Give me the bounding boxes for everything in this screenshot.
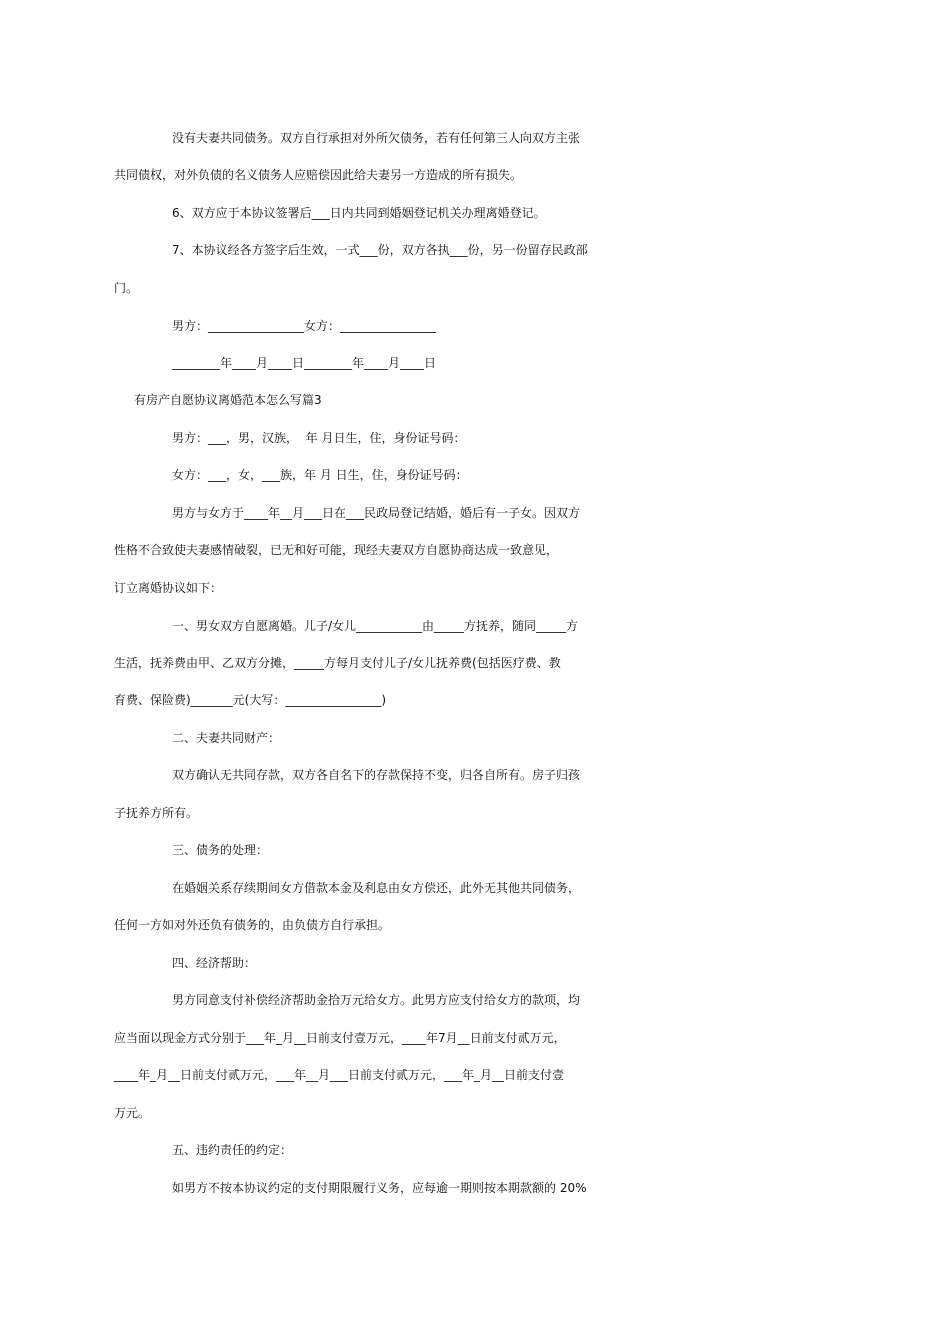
clause-5-heading: 五、违约责任的约定： [172,1143,293,1157]
clause-1: 一、男女双方自愿离婚。儿子/女儿___________由_____方抚养，随同_____方 [172,619,579,633]
date-line: ________年____月____日________年____月____日 [172,356,437,370]
paragraph-line: ____年_月__日前支付贰万元，___年__月___日前支付贰万元，___年_月__日前支付壹 [114,1068,565,1082]
clause-4-heading: 四、经济帮助： [172,956,257,970]
party-male: 男方：___，男，汉族， 年 月日生，住，身份证号码： [172,431,466,445]
clause-2-heading: 二、夫妻共同财产： [172,731,281,745]
paragraph-line: 门。 [114,281,139,295]
paragraph-line: 应当面以现金方式分别于___年_月__日前支付壹万元，____年7月__日前支付贰万元， [114,1031,566,1045]
party-female: 女方：___，女，___族，年 月 日生，住，身份证号码： [172,468,468,482]
section-title: 有房产自愿协议离婚范本怎么写篇3 [134,393,322,407]
paragraph-line: 如男方不按本协议约定的支付期限履行义务，应每逾一期则按本期款额的 20% [172,1181,587,1195]
signature-line: 男方：________________女方：________________ [172,319,437,333]
paragraph-line: 育费、保险费)_______元(大写：________________) [114,693,387,707]
paragraph-line: 性格不合致使夫妻感情破裂，已无和好可能，现经夫妻双方自愿协商达成一致意见， [114,543,559,557]
paragraph-line: 没有夫妻共同债务。双方自行承担对外所欠债务，若有任何第三人向双方主张 [172,131,581,145]
clause-3-heading: 三、债务的处理： [172,843,269,857]
paragraph-line: 男方同意支付补偿经济帮助金拾万元给女方。此男方应支付给女方的款项，均 [172,993,581,1007]
paragraph-line: 双方确认无共同存款，双方各自名下的存款保持不变，归各自所有。房子归孩 [172,768,581,782]
clause-7: 7、本协议经各方签字后生效，一式___份，双方各执___份，另一份留存民政部 [172,243,588,257]
clause-6: 6、双方应于本协议签署后___日内共同到婚姻登记机关办理离婚登记。 [172,206,546,220]
paragraph-line: 共同债权，对外负债的名义债务人应赔偿因此给夫妻另一方造成的所有损失。 [114,168,523,182]
paragraph-line: 任何一方如对外还负有债务的，由负债方自行承担。 [114,918,391,932]
paragraph-line: 男方与女方于____年__月___日在___民政局登记结婚，婚后有一子女。因双方 [172,506,581,520]
paragraph-line: 订立离婚协议如下： [114,581,223,595]
paragraph-line: 万元。 [114,1106,151,1120]
paragraph-line: 子抚养方所有。 [114,806,199,820]
paragraph-line: 在婚姻关系存续期间女方借款本金及利息由女方偿还，此外无其他共同债务， [172,881,581,895]
paragraph-line: 生活，抚养费由甲、乙双方分摊，_____方每月支付儿子/女儿抚养费(包括医疗费、教 [114,656,561,670]
